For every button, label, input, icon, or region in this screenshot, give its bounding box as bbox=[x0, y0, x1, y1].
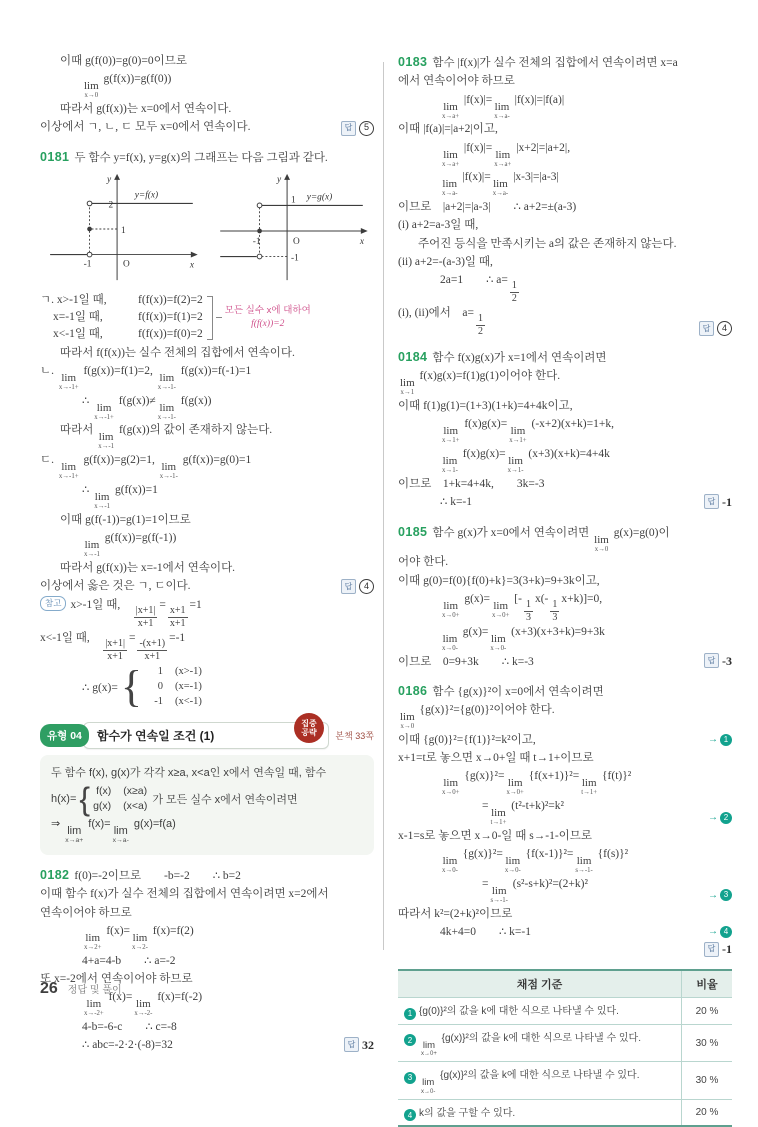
answer-marker: 답 -3 bbox=[704, 652, 732, 670]
solution-line: lim x→-2+ f(x)= lim x→-2- f(x)=f(-2) bbox=[84, 991, 203, 1018]
graphs-row bbox=[40, 170, 374, 288]
solution-line: = lim s→-1- (s²-s+k)²=(2+k)² → 3 bbox=[398, 876, 732, 905]
limit-notation: lim x→a- bbox=[442, 178, 458, 198]
step-number-icon: 4 bbox=[404, 1109, 416, 1121]
problem-0181 bbox=[40, 148, 374, 710]
limit-notation: lim x→a- bbox=[494, 100, 510, 120]
answer-marker: 답 -1 bbox=[704, 940, 732, 958]
step-marker: → 2 bbox=[708, 810, 732, 825]
rubric-ratio: 20 % bbox=[682, 998, 733, 1025]
limit-notation: lim x→0+ bbox=[421, 1039, 437, 1058]
limit-notation: lim x→-1 bbox=[98, 431, 115, 451]
limit-notation: lim t→1+ bbox=[490, 807, 507, 827]
problem-number: 0185 bbox=[398, 524, 428, 539]
solution-line: lim x→0- {g(x)}²= lim x→0- {f(x-1)}²= lim s→-1- {f(s)}² bbox=[442, 848, 629, 875]
limit-notation: lim x→-1- bbox=[157, 401, 176, 421]
problem-heading: 0182 f(0)=-2이므로 -b=-2 ∴ b=2 bbox=[40, 868, 241, 883]
solution-line: 4+a=4-b ∴ a=-2 bbox=[82, 954, 176, 967]
fraction: $\frac{1}{3}$ bbox=[552, 598, 558, 623]
origin-label: O bbox=[122, 259, 130, 270]
limit-notation: lim x→-1+ bbox=[94, 401, 114, 421]
tick-2: 2 bbox=[108, 200, 114, 211]
limit-notation: lim x→0+ bbox=[442, 777, 460, 797]
problem-heading: 0185 함수 g(x)가 x=0에서 연속이려면 lim x→0 g(x)=g(0)이 bbox=[398, 524, 670, 553]
step-number-icon: 3 bbox=[404, 1072, 416, 1084]
limit-notation: lim x→0- bbox=[421, 1077, 436, 1095]
answer-icon: 답 bbox=[704, 942, 719, 957]
answer-marker: 답 5 bbox=[341, 121, 374, 136]
solution-line: 주어진 등식을 만족시키는 a의 값은 존재하지 않는다. bbox=[418, 237, 677, 250]
fraction: $\frac{-(x+1)}{x+1}$ bbox=[139, 637, 166, 662]
solution-line: lim x→1+ f(x)g(x)= lim x→1+ (-x+2)(x+k)=1+k, bbox=[442, 418, 614, 445]
problem-0186 bbox=[398, 682, 732, 959]
curly-brace: { bbox=[79, 780, 91, 817]
answer-marker: 답 -1 bbox=[704, 493, 732, 511]
rubric-ratio: 30 % bbox=[682, 1062, 733, 1100]
graph-y-fx bbox=[42, 170, 202, 288]
limit-notation: lim x→1 bbox=[400, 377, 415, 397]
limit-notation: lim x→0+ bbox=[442, 599, 460, 619]
solution-line: 이때 함수 f(x)가 실수 전체의 집합에서 연속이려면 x=2에서 bbox=[40, 888, 329, 901]
solution-line: 어야 한다. bbox=[398, 556, 449, 569]
problem-heading: 0184 함수 f(x)g(x)가 x=1에서 연속이려면 bbox=[398, 350, 607, 365]
axis-label-x: x bbox=[359, 236, 364, 247]
rubric-criteria: 3 lim x→0- {g(x)}²의 값을 k에 대한 식으로 나타낼 수 있다. bbox=[398, 1062, 682, 1100]
fraction: $\frac{1}{3}$ bbox=[525, 598, 531, 623]
limit-notation: lim x→-1+ bbox=[58, 371, 79, 391]
solution-line: = lim t→1+ (t²-t+k)²=k² → 2 bbox=[398, 798, 732, 827]
step-marker: → 3 bbox=[708, 888, 732, 903]
solution-line: x=-1일 때, f(f(x))=f(1)=2 bbox=[53, 311, 203, 324]
limit-notation: lim x→0 bbox=[400, 711, 415, 731]
origin-label: O bbox=[292, 236, 300, 247]
limit-notation: lim x→a+ bbox=[442, 100, 460, 120]
focus-badge-line1: 집중 bbox=[301, 718, 317, 728]
axis-label-y: y bbox=[277, 174, 282, 185]
solution-line: 따라서 lim x→-1 f(g(x))의 값이 존재하지 않는다. bbox=[60, 424, 273, 451]
graph-y-gx bbox=[212, 170, 372, 288]
problem-0184 bbox=[398, 348, 732, 511]
axis-label-x: x bbox=[189, 260, 194, 271]
limit-notation: lim x→-1- bbox=[159, 461, 178, 481]
problem-0185 bbox=[398, 523, 732, 671]
rubric-row bbox=[398, 1024, 732, 1062]
solution-line: 연속이어야 하므로 bbox=[40, 906, 132, 919]
solution-line: lim x→-1 g(f(x))=g(f(-1)) bbox=[84, 532, 177, 559]
limit-notation: lim x→1+ bbox=[509, 425, 527, 445]
solution-line: 4k+4=0 ∴ k=-1 → 4 bbox=[398, 924, 732, 941]
curly-brace: { bbox=[120, 661, 142, 711]
footer-label: 정답 및 풀이 bbox=[67, 985, 122, 996]
equation-lines bbox=[40, 292, 203, 344]
solution-line: 따라서 k²=(2+k)²이므로 bbox=[398, 907, 513, 920]
rubric-ratio: 20 % bbox=[682, 1099, 733, 1126]
limit-notation: lim x→0- bbox=[442, 632, 458, 652]
solution-line: lim x→0+ g(x)= lim x→0+ [- $\frac{1}{3}$ x(- $\frac{1}{3}$ x+k)]=0, bbox=[442, 592, 603, 623]
column-divider bbox=[383, 62, 384, 950]
solution-line: 참고 x>-1일 때, $\frac{|x+1|}{x+1}$ = $\frac{x+1}{x+1}$ =1 bbox=[40, 596, 374, 629]
limit-notation: lim x→a- bbox=[492, 178, 509, 198]
limit-notation: lim x→2+ bbox=[84, 931, 102, 951]
bracket bbox=[207, 296, 213, 340]
solution-line: lim x→1 f(x)g(x)=f(1)g(1)이어야 한다. bbox=[400, 370, 561, 397]
solution-line: ∴ abc=-2·2·(-8)=32 답 32 bbox=[82, 1037, 374, 1052]
answer-icon: 답 bbox=[341, 121, 356, 136]
solution-line: (ii) a+2=-(a-3)일 때, bbox=[398, 255, 493, 268]
solution-line: ㄷ. lim x→-1+ g(f(x))=g(2)=1, lim x→-1- g(f(x))=g(0)=1 bbox=[40, 454, 252, 481]
previous-solution-block bbox=[40, 53, 374, 137]
limit-notation: lim x→-1+ bbox=[58, 461, 79, 481]
limit-notation: lim x→a- bbox=[112, 825, 129, 845]
page-number: 26 bbox=[40, 980, 58, 997]
solution-line: lim x→0- g(x)= lim x→0- (x+3)(x+3+k)=9+3k bbox=[442, 625, 605, 652]
fraction: $\frac{|x+1|}{x+1}$ bbox=[135, 604, 156, 629]
solution-line: (i), (ii)에서 a= $\frac{1}{2}$ 답 4 bbox=[398, 305, 732, 337]
type-box-header bbox=[40, 718, 374, 749]
solution-line: 따라서 f(f(x))는 실수 전체의 집합에서 연속이다. bbox=[60, 346, 295, 359]
limit-notation: lim x→1- bbox=[507, 455, 524, 475]
solution-line: x+1=t로 놓으면 x→0+일 때 t→1+이므로 bbox=[398, 752, 594, 765]
rubric-row bbox=[398, 1099, 732, 1126]
problem-number: 0183 bbox=[398, 55, 428, 69]
pink-annotation: 모든 실수 x에 대하여 f(f(x))=2 bbox=[224, 304, 311, 329]
solution-line: 이상에서 ㄱ, ㄴ, ㄷ 모두 x=0에서 연속이다. 답 5 bbox=[40, 119, 374, 136]
solution-line: x-1=s로 놓으면 x→0-일 때 s→-1-이므로 bbox=[398, 830, 592, 843]
limit-notation: lim x→0+ bbox=[491, 599, 510, 619]
answer-icon: 답 bbox=[699, 321, 714, 336]
rubric-header-criteria: 채점 기준 bbox=[398, 970, 682, 998]
limit-notation: lim x→0- bbox=[442, 855, 458, 875]
solution-line: lim x→2+ f(x)= lim x→2- f(x)=f(2) bbox=[84, 924, 194, 951]
type-badge: 유형 04 bbox=[40, 724, 89, 747]
book-page-ref: 본책 33쪽 bbox=[335, 731, 374, 742]
limit-notation: lim x→0 bbox=[84, 80, 99, 100]
rubric-criteria: 4 k의 값을 구할 수 있다. bbox=[398, 1099, 682, 1126]
answer-icon: 답 bbox=[341, 579, 356, 594]
curve-label: y=f(x) bbox=[134, 190, 159, 201]
tick-1: 1 bbox=[291, 195, 296, 206]
limit-notation: lim x→-2+ bbox=[84, 998, 104, 1018]
page-footer bbox=[40, 980, 122, 998]
limit-notation: lim s→-1- bbox=[575, 855, 593, 875]
step-marker: → 1 bbox=[708, 732, 732, 747]
solution-line: 두 함수 f(x), g(x)가 각각 x≥a, x<a인 x에서 연속일 때, 함수 bbox=[51, 767, 327, 780]
limit-notation: lim x→0 bbox=[594, 533, 609, 553]
solution-line: (i) a+2=a-3일 때, bbox=[398, 219, 479, 232]
answer-icon: 답 bbox=[704, 494, 719, 509]
problem-heading: 0186 함수 {g(x)}²이 x=0에서 연속이려면 bbox=[398, 683, 604, 698]
piecewise-definition: h(x)= { f(x) (x≥a) g(x) (x<a) 가 모든 실수 x에서 연속이려면 bbox=[51, 780, 298, 817]
solution-line: ∴ lim x→-1+ f(g(x))≠ lim x→-1- f(g(x)) bbox=[82, 394, 212, 421]
solution-line: lim x→a+ |f(x)|= lim x→a- |f(x)|=|f(a)| bbox=[442, 93, 565, 120]
problem-number: 0186 bbox=[398, 683, 428, 698]
axis-label-y: y bbox=[107, 174, 112, 185]
step-marker: → 4 bbox=[708, 924, 732, 939]
limit-notation: lim x→0- bbox=[504, 855, 521, 875]
rubric-ratio: 30 % bbox=[682, 1024, 733, 1062]
limit-notation: lim x→-1 bbox=[84, 539, 100, 559]
solution-line: 이므로 |a+2|=|a-3| ∴ a+2=±(a-3) bbox=[398, 201, 577, 214]
solution-line: ∴ lim x→-1 g(f(x))=1 bbox=[82, 483, 158, 510]
solution-line: 이때 f(1)g(1)=(1+3)(1+k)=4+4k이고, bbox=[398, 400, 573, 413]
step-number-icon: 1 bbox=[404, 1008, 416, 1020]
reference-badge: 참고 bbox=[40, 596, 66, 611]
solution-line: lim x→0 g(f(x))=g(f(0)) bbox=[84, 73, 172, 100]
answer-line bbox=[398, 942, 732, 959]
solution-line: 이므로 1+k=4+4k, 3k=-3 bbox=[398, 478, 545, 491]
problem-number: 0182 bbox=[40, 868, 70, 883]
problem-0183 bbox=[398, 53, 732, 337]
solution-line: 이때 g(f(0))=g(0)=0이므로 bbox=[60, 55, 187, 67]
solution-line: 이때 |f(a)|=|a+2|이고, bbox=[398, 123, 498, 136]
limit-notation: lim x→a+ bbox=[494, 148, 512, 168]
solution-line: 이때 g(0)=f(0){f(0)+k}=3(3+k)=9+3k이고, bbox=[398, 574, 600, 587]
fraction: $\frac{1}{2}$ bbox=[511, 280, 517, 305]
solution-line: 이때 {g(0)}²={f(1)}²=k²이고, → 1 bbox=[398, 732, 732, 749]
tick-minus1: -1 bbox=[252, 236, 261, 247]
solution-line: 4-b=-6-c ∴ c=-8 bbox=[82, 1021, 177, 1034]
right-column bbox=[398, 52, 732, 1127]
left-column bbox=[40, 52, 374, 1127]
problem-heading: 0181 두 함수 y=f(x), y=g(x)의 그래프는 다음 그림과 같다. bbox=[40, 149, 328, 164]
rubric-criteria: 2 lim x→0+ {g(x)}²의 값을 k에 대한 식으로 나타낼 수 있다. bbox=[398, 1024, 682, 1062]
annotated-equation-group bbox=[40, 292, 374, 344]
solution-line: ∴ k=-1 답 -1 bbox=[440, 494, 732, 509]
problem-heading: 0183 함수 |f(x)|가 실수 전체의 집합에서 연속이려면 x=a bbox=[398, 55, 678, 69]
limit-notation: lim x→-1 bbox=[94, 490, 111, 510]
type-box-content bbox=[40, 755, 374, 855]
fraction: $\frac{|x+1|}{x+1}$ bbox=[105, 637, 125, 662]
limit-notation: lim x→-2- bbox=[134, 998, 153, 1018]
tick-minus1: -1 bbox=[83, 259, 92, 270]
solution-line: lim x→1- f(x)g(x)= lim x→1- (x+3)(x+k)=4+4k bbox=[442, 448, 610, 475]
piecewise-definition: ∴ g(x)= { 1 (x>-1) 0 (x=-1) -1 (x<-1) bbox=[82, 661, 202, 711]
limit-notation: lim x→-1- bbox=[157, 371, 176, 391]
solution-line: 에서 연속이어야 하므로 bbox=[398, 75, 515, 88]
limit-notation: lim x→0- bbox=[490, 632, 507, 652]
problem-0182 bbox=[40, 866, 374, 1054]
answer-marker: 답 32 bbox=[344, 1036, 374, 1054]
limit-notation: lim x→1+ bbox=[442, 425, 460, 445]
answer-icon: 답 bbox=[704, 653, 719, 668]
step-number-icon: 2 bbox=[404, 1034, 416, 1046]
bracket-dash bbox=[216, 317, 222, 318]
limit-notation: lim x→a+ bbox=[442, 148, 460, 168]
rubric-criteria: 1 {g(0)}²의 값을 k에 대한 식으로 나타낼 수 있다. bbox=[398, 998, 682, 1025]
solution-line: x<-1일 때, $\frac{|x+1|}{x+1}$ = $\frac{-(x+1)}{x+1}$ =-1 bbox=[40, 631, 186, 662]
answer-marker: 답 4 bbox=[341, 579, 374, 594]
limit-notation: lim x→a+ bbox=[65, 825, 84, 845]
rubric-header-ratio: 비율 bbox=[682, 970, 733, 998]
tick-1: 1 bbox=[121, 225, 126, 236]
problem-number: 0181 bbox=[40, 149, 70, 164]
solution-line: ㄴ. lim x→-1+ f(g(x))=f(1)=2, lim x→-1- f(g(x))=f(-1)=1 bbox=[40, 364, 252, 391]
limit-notation: lim t→1+ bbox=[581, 777, 598, 797]
fraction: $\frac{x+1}{x+1}$ bbox=[169, 604, 186, 629]
rubric-table bbox=[398, 969, 732, 1127]
fraction: $\frac{1}{2}$ bbox=[477, 313, 483, 338]
solution-line: 이때 g(f(-1))=g(1)=1이므로 bbox=[60, 513, 191, 526]
limit-notation: lim s→-1- bbox=[490, 885, 508, 905]
solution-line: 따라서 g(f(x))는 x=0에서 연속이다. bbox=[60, 103, 232, 116]
type-title: 함수가 연속일 조건 (1) bbox=[83, 722, 330, 749]
limit-notation: lim x→2- bbox=[132, 931, 148, 951]
tick-minus1-y: -1 bbox=[291, 253, 299, 264]
solution-line: 이므로 0=9+3k ∴ k=-3 답 -3 bbox=[398, 653, 732, 668]
solution-line: 2a=1 ∴ a= $\frac{1}{2}$ bbox=[440, 274, 517, 305]
solution-line: lim x→a- |f(x)|= lim x→a- |x-3|=|a-3| bbox=[442, 171, 559, 198]
solution-line: 또 x=-2에서 연속이어야 하므로 bbox=[40, 973, 193, 986]
solution-line: ㄱ. x>-1일 때, f(f(x))=f(2)=2 bbox=[40, 293, 203, 306]
solution-line: lim x→0+ {g(x)}²= lim x→0+ {f(x+1)}²= lim t→1+ {f(t)}² bbox=[442, 770, 632, 797]
solution-line: ⇒ lim x→a+ f(x)= lim x→a- g(x)=f(a) bbox=[51, 818, 176, 845]
solution-line: 이상에서 옳은 것은 ㄱ, ㄷ이다. 답 4 bbox=[40, 578, 374, 595]
answer-marker: 답 4 bbox=[699, 321, 732, 336]
limit-notation: lim x→0+ bbox=[506, 777, 524, 797]
rubric-row bbox=[398, 998, 732, 1025]
problem-number: 0184 bbox=[398, 350, 428, 365]
rubric-row bbox=[398, 1062, 732, 1100]
curve-label: y=g(x) bbox=[306, 192, 333, 203]
type-04-box bbox=[40, 718, 374, 855]
solution-line: x<-1일 때, f(f(x))=f(0)=2 bbox=[53, 328, 203, 341]
solution-line: 따라서 g(f(x))는 x=-1에서 연속이다. bbox=[60, 561, 236, 574]
solution-line: lim x→a+ |f(x)|= lim x→a+ |x+2|=|a+2|, bbox=[442, 141, 571, 168]
focus-badge-line2: 공략 bbox=[301, 728, 317, 738]
limit-notation: lim x→1- bbox=[442, 455, 458, 475]
answer-icon: 답 bbox=[344, 1037, 359, 1052]
solution-line: lim x→0 {g(x)}²={g(0)}²이어야 한다. bbox=[400, 704, 555, 731]
